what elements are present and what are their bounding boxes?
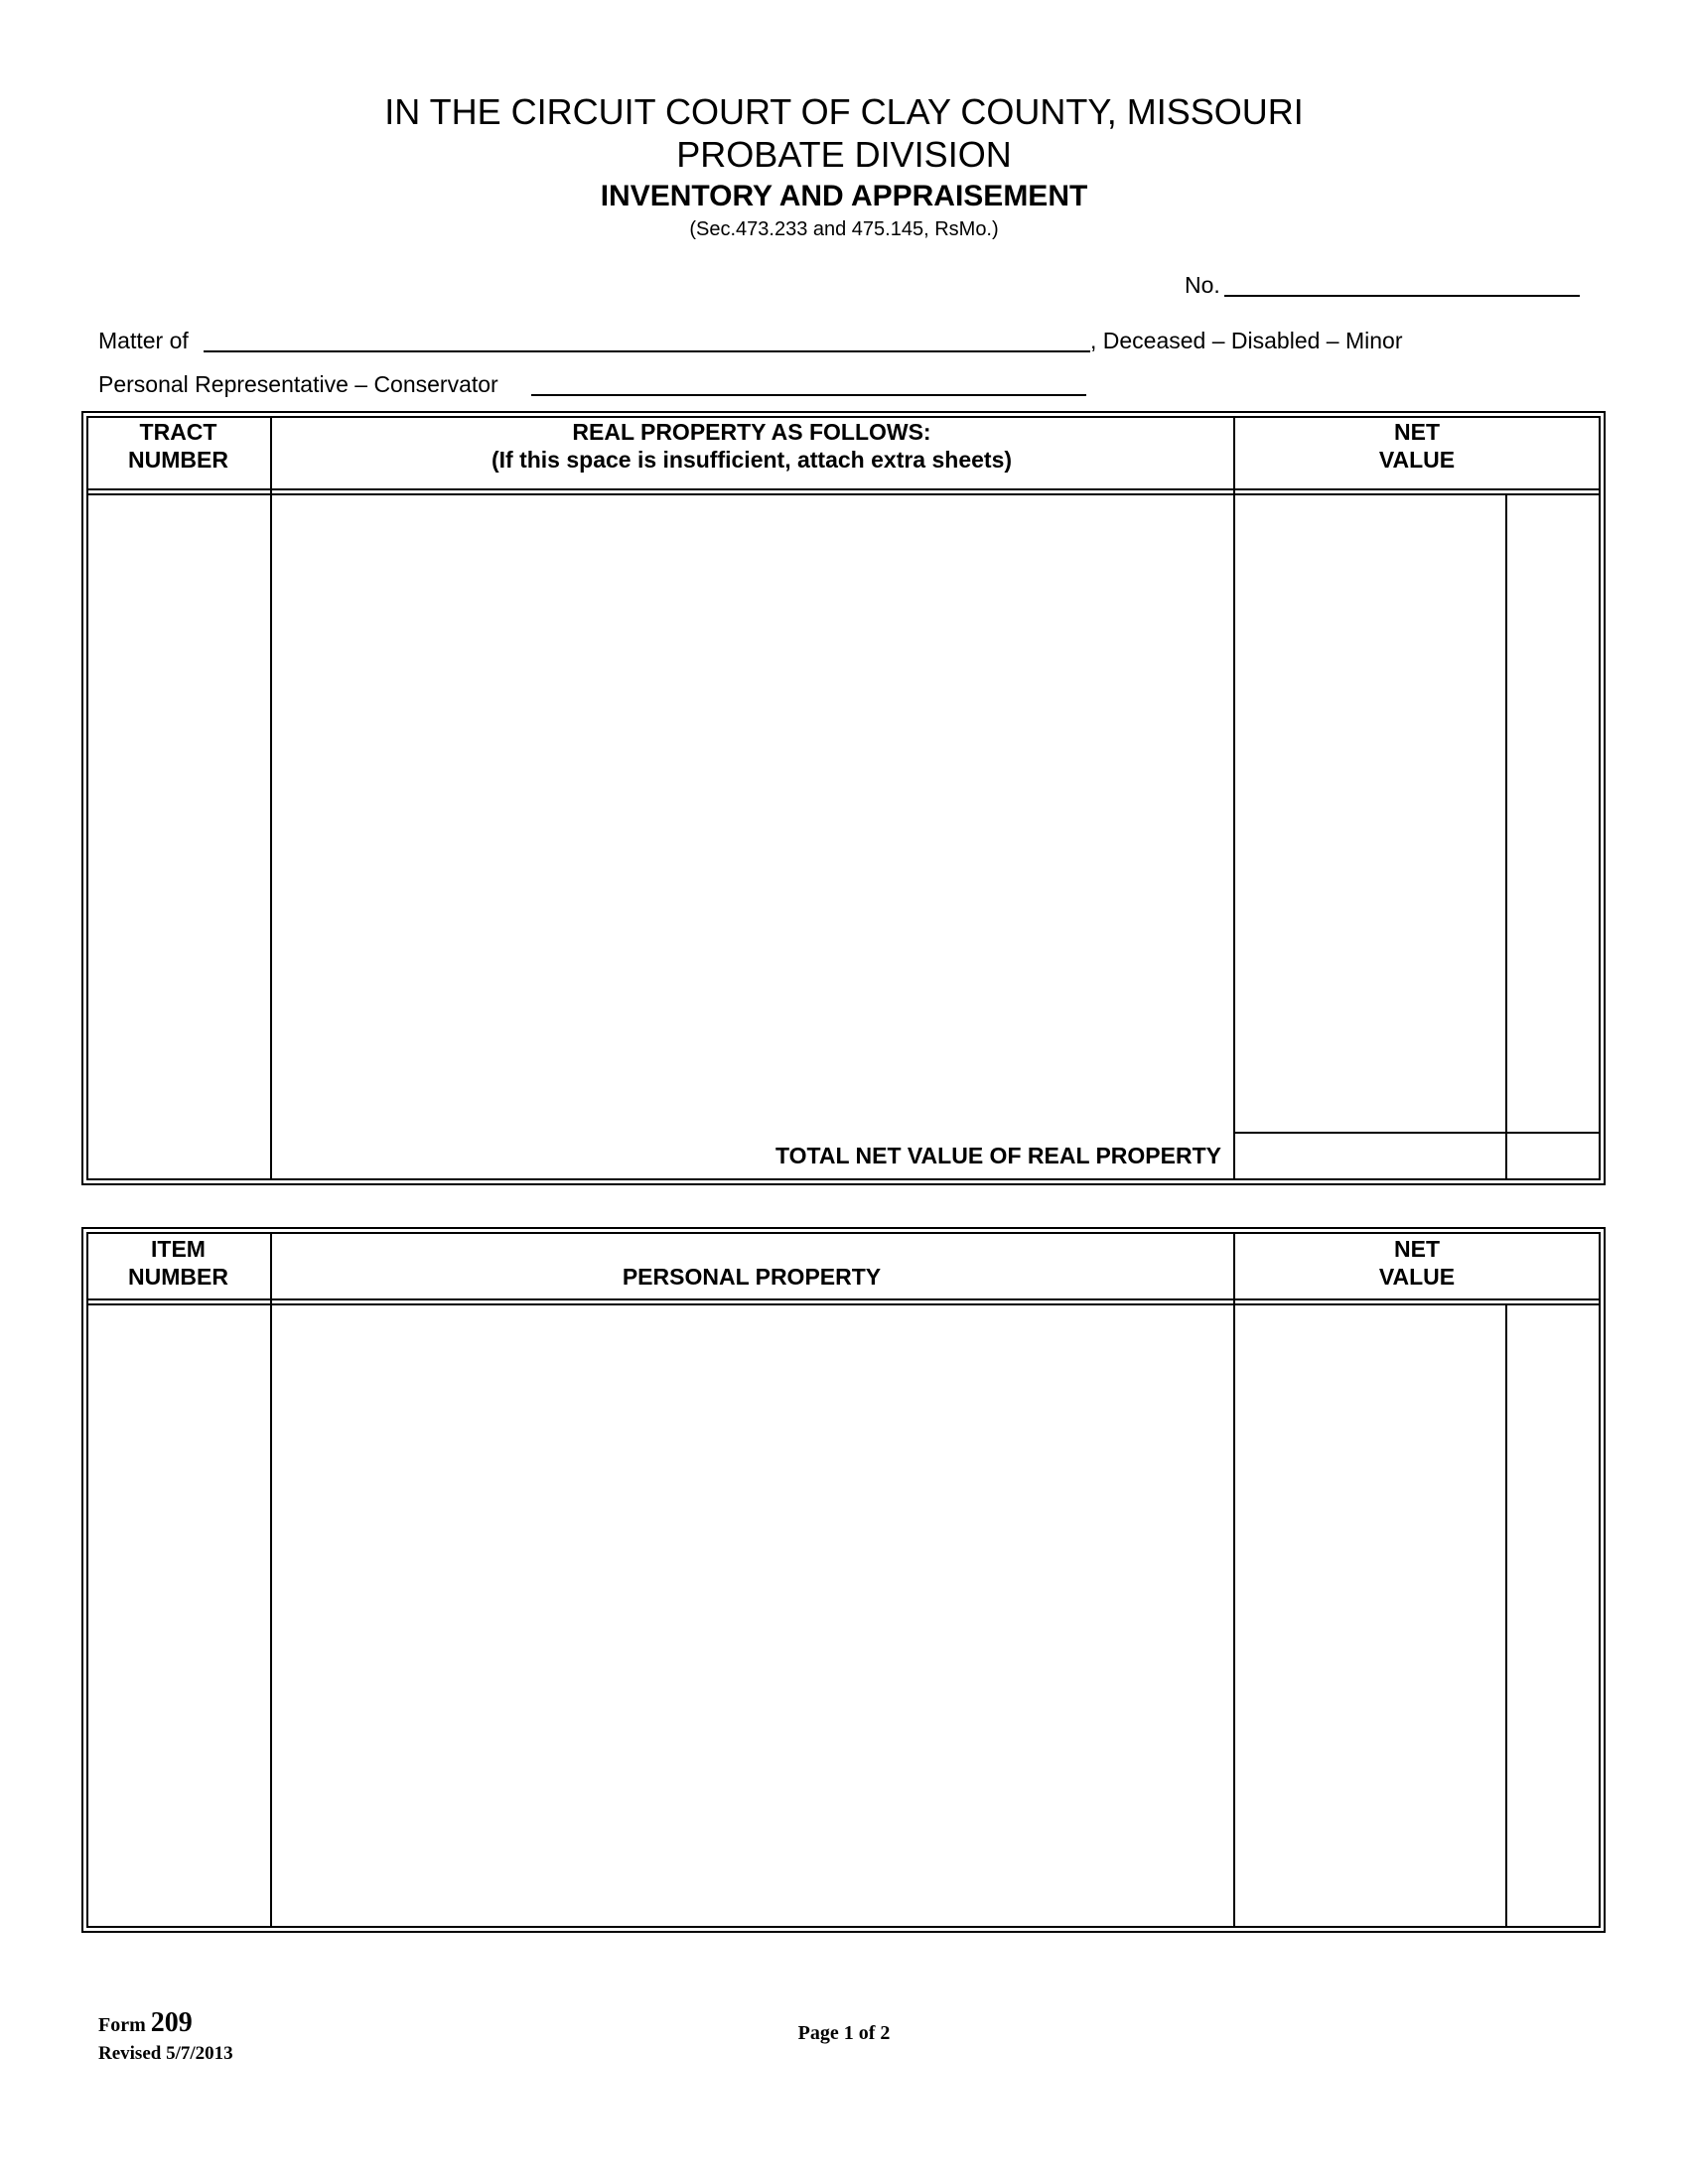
personal-property-header: PERSONAL PROPERTY bbox=[622, 1264, 882, 1290]
total-real-property-value[interactable] bbox=[1236, 1135, 1504, 1178]
matter-of-field[interactable] bbox=[204, 350, 1090, 352]
personal-property-description-area[interactable] bbox=[273, 1306, 1231, 1925]
real-property-description-area[interactable] bbox=[273, 496, 1231, 1122]
representative-label: Personal Representative – Conservator bbox=[98, 371, 498, 397]
tract-number-header: TRACT NUMBER bbox=[128, 419, 228, 473]
case-number-field[interactable] bbox=[1224, 295, 1580, 297]
court-heading: IN THE CIRCUIT COURT OF CLAY COUNTY, MISSOURI bbox=[384, 91, 1304, 132]
division-heading: PROBATE DIVISION bbox=[676, 134, 1012, 175]
revision-date: Revised 5/7/2013 bbox=[98, 2043, 233, 2064]
status-options-label: , Deceased – Disabled – Minor bbox=[1090, 328, 1403, 353]
form-title: INVENTORY AND APPRAISEMENT bbox=[600, 180, 1088, 212]
case-number-label: No. bbox=[1185, 272, 1220, 298]
real-property-cents-column[interactable] bbox=[1508, 496, 1598, 1130]
real-property-header: REAL PROPERTY AS FOLLOWS: (If this space is insufficient, attach extra sheets) bbox=[491, 419, 1013, 473]
item-number-column[interactable] bbox=[89, 1306, 268, 1925]
page-number: Page 1 of 2 bbox=[797, 2022, 891, 2044]
representative-field[interactable] bbox=[531, 394, 1086, 396]
total-real-property-label: TOTAL NET VALUE OF REAL PROPERTY bbox=[775, 1143, 1221, 1168]
real-property-value-column[interactable] bbox=[1236, 496, 1504, 1130]
statute-reference: (Sec.473.233 and 475.145, RsMo.) bbox=[689, 218, 999, 240]
personal-property-cents-column[interactable] bbox=[1508, 1306, 1598, 1925]
matter-of-label: Matter of bbox=[98, 328, 189, 353]
item-number-header: ITEM NUMBER bbox=[128, 1236, 228, 1290]
net-value-header: NET VALUE bbox=[1378, 419, 1456, 473]
form-number-value: 209 bbox=[150, 2007, 193, 2038]
total-real-property-cents[interactable] bbox=[1508, 1135, 1598, 1178]
personal-net-value-header: NET VALUE bbox=[1378, 1236, 1456, 1290]
personal-property-value-column[interactable] bbox=[1236, 1306, 1504, 1925]
tract-number-column[interactable] bbox=[89, 496, 268, 1177]
form-label: Form bbox=[98, 2014, 146, 2036]
